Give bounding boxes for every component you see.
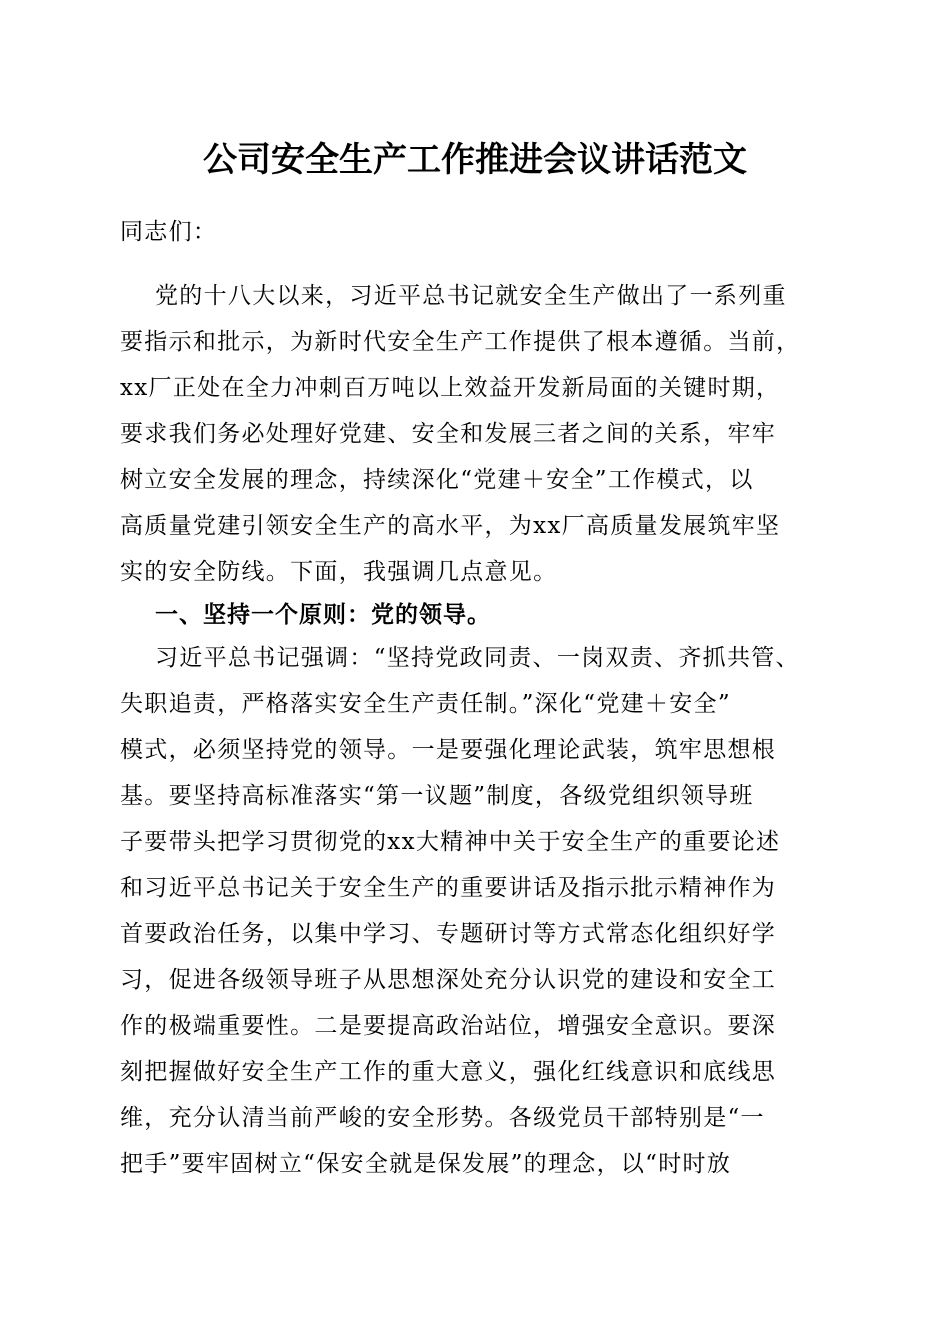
salutation-text: 同志们： [120,219,218,245]
paragraph-line: 子要带头把学习贯彻党的xx大精神中关于安全生产的重要论述 [120,829,781,855]
paragraph-line: 维，充分认清当前严峻的安全形势。各级党员干部特别是“一 [120,1105,765,1131]
section-heading: 一、坚持一个原则：党的领导。 [155,602,491,628]
paragraph-line: 树立安全发展的理念，持续深化“党建＋安全”工作模式，以 [120,467,754,493]
paragraph-line: 高质量党建引领安全生产的高水平，为xx厂高质量发展筑牢坚 [120,513,781,539]
paragraph-line: 要指示和批示，为新时代安全生产工作提供了根本遵循。当前， [120,329,801,355]
paragraph-line: 基。要坚持高标准落实“第一议题”制度，各级党组织领导班 [120,783,754,809]
paragraph-line: 实的安全防线。下面，我强调几点意见。 [120,559,558,585]
paragraph-line: xx厂正处在全力冲刺百万吨以上效益开发新局面的关键时期， [120,375,781,401]
paragraph-line: 要求我们务必处理好党建、安全和发展三者之间的关系，牢牢 [120,421,777,447]
paragraph-line: 把手”要牢固树立“保安全就是保发展”的理念，以“时时放 [120,1151,732,1177]
paragraph-line: 作的极端重要性。二是要提高政治站位，增强安全意识。要深 [120,1013,777,1039]
paragraph-line: 模式，必须坚持党的领导。一是要强化理论武装，筑牢思想根 [120,737,777,763]
paragraph-line: 党的十八大以来，习近平总书记就安全生产做出了一系列重 [155,283,787,309]
paragraph-line: 习，促进各级领导班子从思想深处充分认识党的建设和安全工 [120,967,777,993]
paragraph-line: 习近平总书记强调：“坚持党政同责、一岗双责、齐抓共管、 [155,645,800,671]
document-title: 公司安全生产工作推进会议讲话范文 [203,140,747,180]
paragraph-line: 和习近平总书记关于安全生产的重要讲话及指示批示精神作为 [120,875,777,901]
paragraph-line: 首要政治任务，以集中学习、专题研讨等方式常态化组织好学 [120,921,777,947]
paragraph-line: 刻把握做好安全生产工作的重大意义，强化红线意识和底线思 [120,1059,777,1085]
paragraph-line: 失职追责，严格落实安全生产责任制。”深化“党建＋安全” [120,691,731,717]
